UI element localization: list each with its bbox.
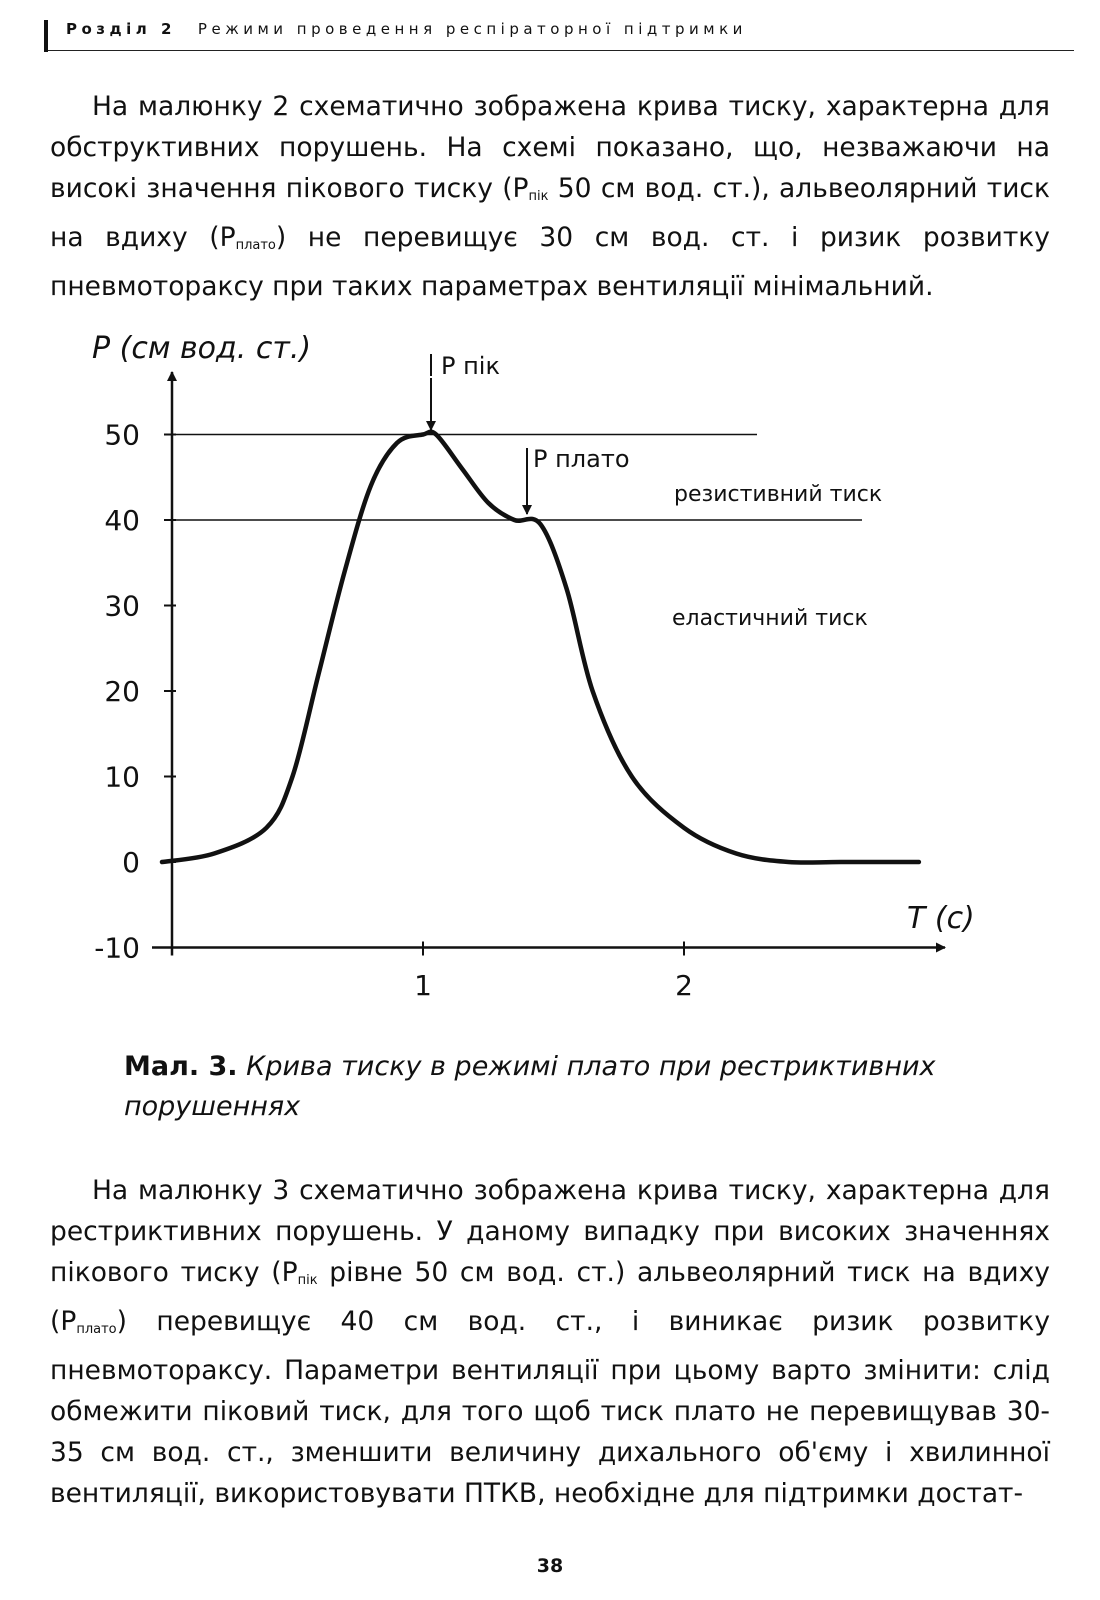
plateau-label: P плато [533, 445, 630, 473]
y-tick-label: 50 [104, 418, 140, 452]
y-tick-label: 0 [122, 846, 140, 879]
y-tick-label: -10 [94, 931, 140, 965]
paragraph-2-sub-peak: пік [297, 1273, 318, 1288]
paragraph-2-text-c: ) перевищує 40 см вод. ст., і виникає ризик розвитку пневмотораксу. Параметри вентиляції при цьому варто змінити: слід обмежити піковий тиск, для того щоб тиск плато не перевищував 30-35 см вод. ст., зменшити величину дихального об'єму і хвилинної вентиляції, використовувати ПТКВ, необхідне для підтримки достат- [50, 1306, 1050, 1509]
paragraph-1-sub-peak: пік [528, 189, 549, 204]
paragraph-1-text-b: 50 см вод. ст.), альвеолярний тиск на вдиху (P [50, 173, 1050, 253]
x-tick-label: 1 [414, 969, 432, 1002]
y-tick-label: 20 [104, 675, 140, 708]
resistive-pressure-label: резистивний тиск [674, 482, 883, 507]
header-title: Режими проведення респіраторної підтримки [197, 20, 747, 38]
page-number: 38 [536, 1555, 564, 1577]
paragraph-1-text-c: ) не перевищує 30 см вод. ст. і ризик розвитку пневмотораксу при таких параметрах вентиляції мінімальний. [50, 222, 1050, 302]
elastic-pressure-label: еластичний тиск [672, 606, 868, 631]
caption-text: Крива тиску в режимі плато при рестриктивних порушеннях [124, 1051, 936, 1122]
paragraph-2-text-a: На малюнку 3 схематично зображена крива тиску, характерна для рестриктивних порушень. У даному випадку при високих значеннях пікового тиску (P [50, 1175, 1050, 1288]
paragraph-1-text-a: На малюнку 2 схематично зображена крива тиску, характерна для обструктивних порушень. На схемі показано, що, незважаючи на високі значення пікового тиску (P [50, 91, 1050, 204]
figure-caption [124, 1047, 1044, 1127]
x-tick-label: 2 [675, 969, 693, 1002]
peak-label: P пік [441, 352, 500, 380]
caption-label: Мал. 3. [124, 1051, 238, 1082]
paragraph-2-sub-plateau: плато [76, 1322, 117, 1337]
paragraph-2-text-b: рівне 50 см вод. ст.) альвеолярний тиск на вдиху (P [50, 1257, 1050, 1337]
y-tick-label: 40 [104, 504, 140, 537]
y-tick-label: 10 [104, 760, 140, 794]
y-tick-label: 30 [104, 589, 140, 623]
x-axis-label: T (с) [907, 901, 975, 936]
paragraph-2 [50, 1170, 1050, 1514]
header-chapter: Розділ 2 [66, 20, 176, 38]
y-axis-label: P (см вод. ст.) [92, 331, 312, 366]
paragraph-1-sub-plateau: плато [235, 238, 276, 253]
